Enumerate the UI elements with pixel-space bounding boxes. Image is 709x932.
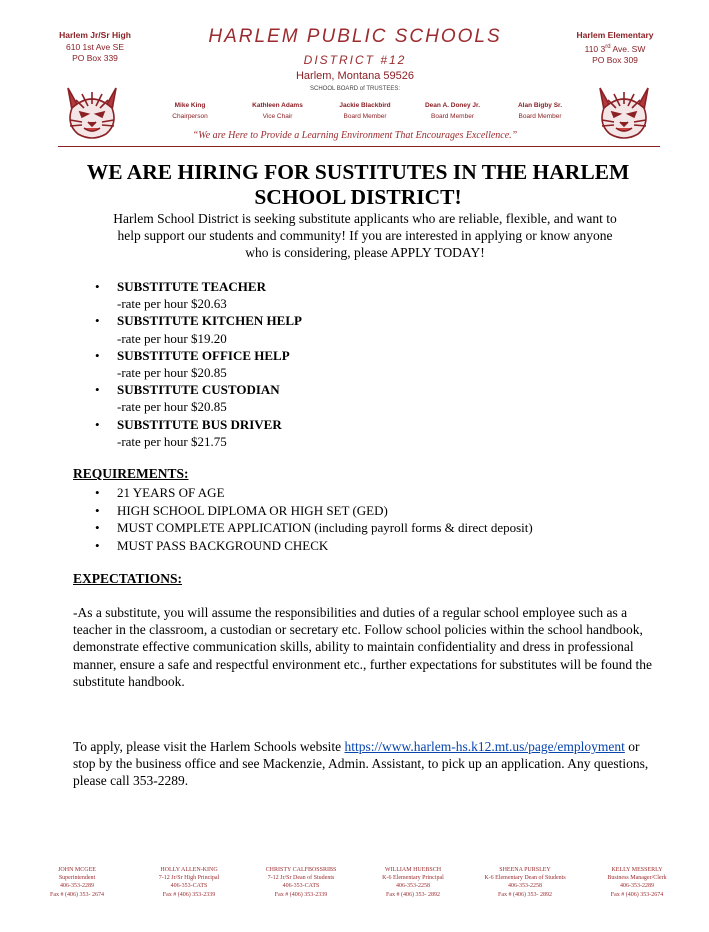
trustee-role: Chairperson (172, 113, 208, 120)
trustee-name: Jackie Blackbird (339, 102, 391, 109)
staff-name: CHRISTY CALFBOSSRIBS (265, 867, 337, 873)
expectations-paragraph: -As a substitute, you will assume the responsibilities and duties of a regular school employee such as a teacher in the classroom, a custodian or secretary etc. Follow school policies within the school handbook, demonstrate effective communication skills, ability to maintain confidentiality and dress in professional manner, ensure a safe and respectful environment etc., further expectations for substitutes will be found the substitute handbook. (73, 605, 653, 689)
headline-line-2: SCHOOL DISTRICT! (254, 185, 462, 209)
bullet-icon: • (95, 502, 100, 518)
trustee (500, 100, 580, 122)
apply-paragraph (73, 738, 653, 790)
bullet-icon: • (95, 279, 100, 294)
staff-name: SHEENA PURSLEY (499, 867, 551, 873)
staff-fax: Fax # (406) 353- 2892 (386, 891, 440, 898)
jr-sr-high-addr2: PO Box 339 (72, 53, 118, 63)
job-title: SUBSTITUTE OFFICE HELP (117, 347, 290, 363)
elementary-name: Harlem Elementary (576, 30, 654, 40)
trustee (150, 100, 230, 122)
apply-text-pre: To apply, please visit the Harlem Schools website (73, 739, 345, 754)
bullet-icon: • (95, 313, 100, 329)
header-divider (58, 146, 660, 147)
elementary-addr1 (560, 42, 670, 55)
trustee-name: Alan Bigby Sr. (517, 102, 563, 109)
staff-phone: 406-353-2258 (508, 883, 542, 890)
trustee-name: Kathleen Adams (252, 102, 303, 109)
school-title: HARLEM PUBLIC SCHOOLS (208, 26, 502, 47)
intro-paragraph: Harlem School District is seeking substitute applicants who are reliable, flexible, and want to help support our students and community! If you are interested in applying or know anyone who is considering, please APPLY TODAY! (113, 211, 617, 260)
list-item (95, 502, 655, 520)
job-rate: -rate per hour $20.85 (117, 399, 227, 415)
requirement-text: MUST COMPLETE APPLICATION (including payroll forms & direct deposit) (117, 520, 533, 535)
staff-contact (246, 866, 356, 899)
trustee (238, 100, 318, 122)
staff-fax: Fax # (406) 353-2339 (274, 891, 328, 898)
bullet-icon: • (95, 382, 100, 398)
job-list (95, 278, 615, 450)
board-label: SCHOOL BOARD of TRUSTEES: (309, 86, 401, 92)
trustee-role: Board Member (431, 113, 474, 120)
staff-fax: Fax # (406) 353-2674 (610, 891, 664, 898)
apply-text-post: or stop by the business office and see Mackenzie, Admin. Assistant, to pick up an application. Any questions, please call 353-2289. (73, 739, 649, 789)
staff-name: WILLIAM HUEBSCH (384, 867, 442, 873)
list-item (95, 347, 615, 381)
staff-name: KELLY MESSERLY (611, 867, 663, 873)
list-item (95, 484, 655, 502)
staff-phone: 406-353-2258 (396, 883, 430, 890)
job-title: SUBSTITUTE CUSTODIAN (117, 382, 280, 398)
jr-sr-high-addr1: 610 1st Ave SE (66, 41, 124, 52)
staff-fax: Fax # (406) 353- 2674 (50, 891, 104, 898)
staff-title: Business Manager/Clerk (607, 875, 667, 882)
bullet-icon: • (95, 416, 100, 432)
trustee (413, 100, 493, 122)
requirements-heading: REQUIREMENTS: (73, 466, 189, 481)
staff-contact (22, 866, 132, 899)
staff-phone: 406-353-CATS (170, 883, 208, 890)
staff-title: Superintendent (58, 875, 96, 882)
job-rate: -rate per hour $21.75 (117, 433, 227, 449)
job-title: SUBSTITUTE KITCHEN HELP (117, 313, 302, 329)
requirement-text: MUST PASS BACKGROUND CHECK (117, 537, 329, 553)
bullet-icon: • (95, 347, 100, 363)
job-rate: -rate per hour $20.85 (117, 365, 227, 381)
trustees-list (150, 100, 580, 122)
requirements-list (95, 484, 655, 554)
employment-link[interactable]: https://www.harlem-hs.k12.mt.us/page/employment (344, 739, 625, 754)
school-motto: “We are Here to Provide a Learning Environment That Encourages Excellence.” (192, 130, 518, 141)
jr-sr-high-name: Harlem Jr/Sr High (59, 30, 131, 40)
staff-phone: 406-353-2289 (60, 883, 94, 890)
job-title: SUBSTITUTE BUS DRIVER (117, 416, 282, 432)
job-rate: -rate per hour $20.63 (117, 296, 227, 312)
elementary-addr1-sup: rd (605, 43, 611, 50)
city-address: Harlem, Montana 59526 (295, 70, 414, 82)
elementary-addr2: PO Box 309 (592, 54, 638, 65)
bullet-icon: • (95, 485, 100, 500)
bullet-icon: • (95, 537, 100, 553)
district-number: DISTRICT #12 (303, 53, 407, 67)
staff-title: 7-12 Jr/Sr High Principal (158, 875, 220, 882)
staff-fax: Fax # (406) 353-2339 (162, 891, 216, 898)
headline-line-1: WE ARE HIRING FOR SUSTITUTES IN THE HARLEM (86, 160, 630, 184)
trustee-name: Dean A. Doney Jr. (424, 102, 481, 109)
staff-contact (582, 866, 692, 899)
staff-contact (134, 866, 244, 899)
list-item (95, 537, 655, 555)
elementary-address (560, 30, 670, 66)
headline (60, 160, 656, 210)
requirement-text: HIGH SCHOOL DIPLOMA OR HIGH SET (GED) (117, 502, 388, 518)
staff-fax: Fax # (406) 353- 2892 (498, 891, 552, 898)
elementary-addr1-post: Ave. SW (610, 43, 646, 54)
staff-phone: 406-353-CATS (282, 883, 320, 890)
bullet-icon: • (95, 520, 100, 535)
expectations-heading: EXPECTATIONS: (73, 571, 183, 586)
job-rate: -rate per hour $19.20 (117, 330, 227, 346)
staff-title: 7-12 Jr/Sr Dean of Students (267, 875, 335, 882)
staff-name: HOLLY ALLEN-KING (160, 867, 218, 873)
staff-phone: 406-353-2289 (620, 883, 654, 890)
list-item (95, 519, 655, 537)
list-item (95, 416, 615, 450)
staff-title: K-6 Elementary Dean of Students (484, 875, 566, 882)
staff-title: K-6 Elementary Principal (382, 875, 444, 882)
staff-footer (22, 866, 692, 899)
jr-sr-high-address (40, 30, 150, 65)
staff-contact (470, 866, 580, 899)
requirement-text: 21 YEARS OF AGE (117, 485, 225, 500)
trustee-role: Vice Chair (262, 113, 293, 120)
trustee (325, 100, 405, 122)
staff-contact (358, 866, 468, 899)
list-item (95, 312, 615, 346)
trustee-role: Board Member (343, 113, 387, 120)
trustee-name: Mike King (174, 102, 206, 109)
list-item (95, 381, 615, 415)
list-item (95, 278, 615, 312)
elementary-addr1-pre: 110 3 (584, 43, 606, 54)
job-title: SUBSTITUTE TEACHER (117, 279, 266, 294)
trustee-role: Board Member (518, 113, 562, 120)
staff-name: JOHN MCGEE (58, 867, 96, 873)
